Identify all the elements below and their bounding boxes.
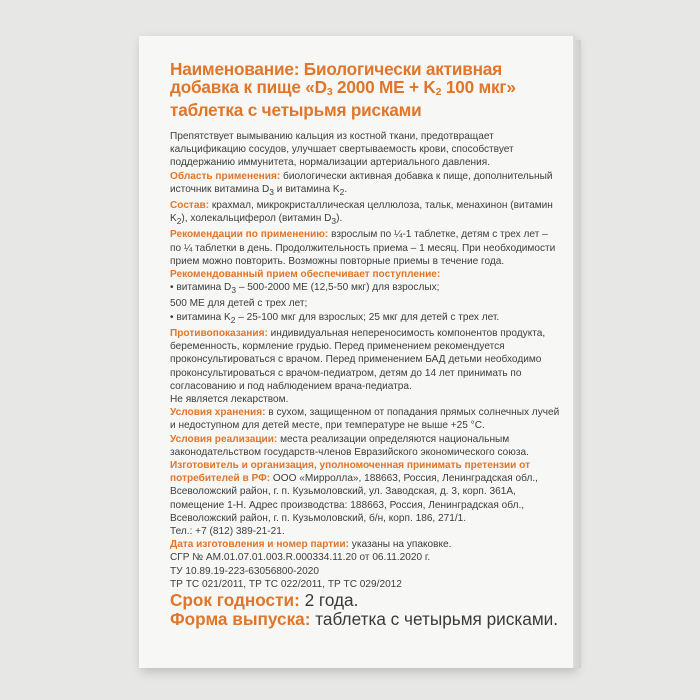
not-drug-notice: Не является лекарством. bbox=[170, 393, 289, 405]
intake-section: Рекомендованный прием обеспечивает поступление: bbox=[170, 269, 441, 281]
label-text-block bbox=[170, 60, 560, 630]
intake-vitamin-d: • витамина $D_3 - 500-2000$ МЕ (12,5-50 мкг) для взрослых; bbox=[170, 282, 440, 296]
release-form: Форма выпуска: таблетка с четырьмя рисками. bbox=[170, 609, 559, 630]
certificate-tr: ТР ТС 021/2011, ТР ТС 022/2011, ТР ТС 029/2012 bbox=[170, 578, 402, 590]
date-section: Дата изготовления и номер партии: указаны на упаковке. bbox=[170, 539, 452, 551]
manufacturer-section: Изготовитель и организация, уполномоченная принимать претензии от потребителей в РФ: ООО «Мирролла», 188663, Россия, Ленинградская обл., Всеволожский район, г. п. Кузьмоловский, ул. Заводская, д. 3, корп. 361А, помещение 1-Н. Адрес производства: 188663, Россия, Ленинградская обл., Всеволожский район, г. п. Кузьмоловский, б/н, корп. 186, 271/1. bbox=[170, 459, 538, 524]
certificate-tu: ТУ 10.89.19-223-63056800-2020 bbox=[170, 565, 319, 577]
manufacturer-phone: Тел.: +7 (812) 389-21-21. bbox=[170, 525, 285, 537]
intake-vitamin-d-children: 500 МЕ для детей с трех лет; bbox=[170, 298, 308, 310]
sale-section: Условия реализации: места реализации определяются национальным законодательством государств-членов Евразийского экономического союза. bbox=[170, 433, 529, 458]
usage-section: Рекомендации по применению: взрослым по ¼-1 таблетке, детям с трех лет – по ¼ таблетки в день. Продолжительность приема – 1 месяц. При необходимости прием можно повторить. Возможны повторные приемы в течение года. bbox=[170, 229, 556, 267]
intro-text: Препятствует вымыванию кальция из костной ткани, предотвращает кальцификацию сосудов, улучшает свертываемость крови, способствует поддержанию иммунитета, нормализации артериального давления. bbox=[170, 131, 514, 169]
product-title: Наименование: Биологически активная добавка к пище «D3 2000 МЕ + K2 100 мкг» таблетка с четырьмя рисками bbox=[170, 59, 516, 120]
composition-section: Состав: крахмал, микрокристаллическая целлюлоза, тальк, менахинон (витамин $K_2$), холекальциферол (витамин $D_3$). bbox=[170, 200, 553, 227]
intake-vitamin-k: • витамина $K_2 - 25-100$ мкг для взрослых; 25 мкг для детей с трех лет. bbox=[170, 311, 500, 325]
storage-section: Условия хранения: в сухом, защищенном от попадания прямых солнечных лучей и недоступном для детей месте, при температуре не выше +25 °С. bbox=[170, 407, 560, 432]
product-box bbox=[139, 36, 575, 668]
certificate-sgr: СГР № AM.01.07.01.003.R.000334.11.20 от 06.11.2020 г. bbox=[170, 552, 431, 564]
shelf-life: Срок годности: 2 года. bbox=[170, 589, 359, 610]
contraindications-section: Противопоказания: индивидуальная непереносимость компонентов продукта, беременность, кормление грудью. Перед применением рекомендуется проконсультироваться с врачом. Перед применением БАД детьми необходимо проконсультироваться с врачом-педиатром, детям до 14 лет принимать по согласованию и под наблюдением врача-педиатра. bbox=[170, 327, 546, 392]
area-section: Область применения: биологически активная добавка к пище, дополнительный источник витамина $D_3$ и витамина $K_2$. bbox=[170, 170, 553, 197]
